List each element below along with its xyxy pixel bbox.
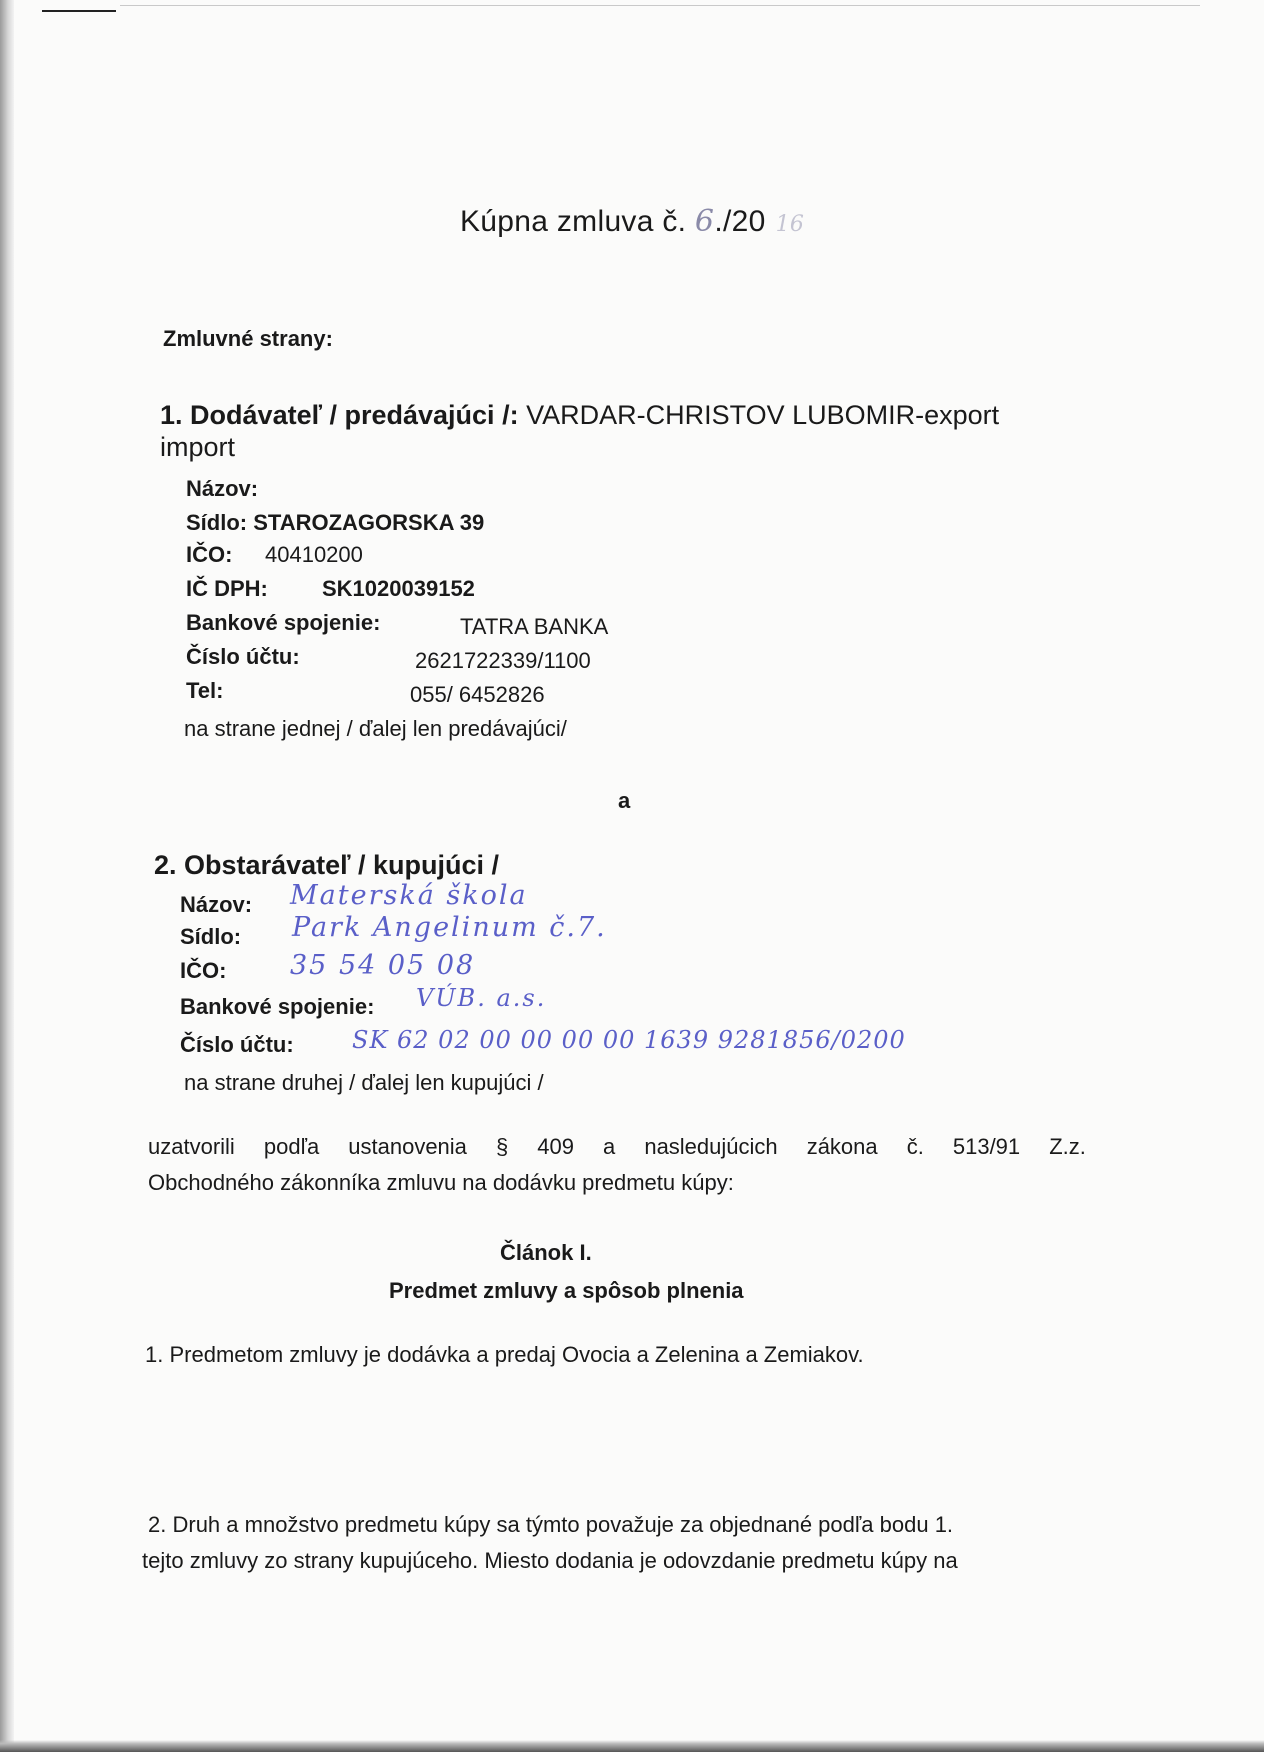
buyer-account-label: Číslo účtu:: [180, 1032, 294, 1057]
buyer-heading-number: 2.: [154, 850, 177, 880]
intro-line-2: Obchodného zákonníka zmluvu na dodávku predmetu kúpy:: [148, 1170, 734, 1195]
scan-bottom-edge: [0, 1740, 1264, 1752]
scan-edge: [0, 0, 14, 1752]
intro-word: §: [495, 1134, 509, 1159]
intro-word: ustanovenia: [348, 1134, 467, 1159]
parties-connector: a: [618, 788, 631, 813]
supplier-vat-value: SK1020039152: [322, 576, 475, 601]
point-number: 1.: [145, 1342, 164, 1367]
article-title: Článok I.: [500, 1240, 592, 1265]
intro-word: uzatvorili: [148, 1134, 235, 1159]
intro-word: č.: [906, 1134, 924, 1159]
title-slash-year: ./20: [714, 205, 766, 238]
buyer-ico-value: 35 54 05 08: [290, 950, 476, 981]
buyer-footer: na strane druhej / ďalej len kupujúci /: [184, 1070, 544, 1095]
buyer-heading-label: Obstarávateľ / kupujúci /: [184, 850, 500, 880]
scan-top-rule: [120, 5, 1200, 6]
supplier-heading-value-cont: import: [160, 432, 236, 462]
buyer-bank-value: VÚB. a.s.: [416, 984, 547, 1012]
title-text: Kúpna zmluva č.: [460, 205, 695, 238]
supplier-account-label: Číslo účtu:: [186, 644, 300, 669]
intro-word: 409: [537, 1134, 574, 1159]
buyer-name-label: Názov:: [180, 892, 253, 917]
supplier-phone-label: Tel:: [186, 678, 224, 703]
buyer-name-value: Materská škola: [290, 880, 528, 911]
scan-corner-mark: [42, 10, 116, 12]
intro-word: zákona: [806, 1134, 878, 1159]
intro-word: 513/91: [952, 1134, 1021, 1159]
parties-heading: Zmluvné strany:: [163, 326, 333, 351]
supplier-vat-label: IČ DPH:: [186, 576, 268, 601]
supplier-heading: [160, 400, 999, 431]
point-number: 2.: [148, 1512, 167, 1537]
supplier-name-label: Názov:: [186, 476, 259, 501]
buyer-account-value: SK 62 02 00 00 00 00 1639 9281856/0200: [352, 1026, 906, 1054]
supplier-bank-value: TATRA BANKA: [460, 614, 609, 639]
supplier-ico-value: 40410200: [265, 542, 363, 567]
buyer-address-label: Sídlo:: [180, 924, 242, 949]
article-subtitle: Predmet zmluvy a spôsob plnenia: [389, 1278, 744, 1303]
point-text: Predmetom zmluvy je dodávka a predaj Ovocia a Zelenina a Zemiakov.: [169, 1342, 864, 1367]
point-2: [148, 1512, 953, 1538]
intro-word: nasledujúcich: [644, 1134, 778, 1159]
title-number-handwritten: 6: [694, 204, 715, 239]
buyer-bank-label: Bankové spojenie:: [180, 994, 375, 1019]
title-year-handwritten: 16: [775, 212, 805, 237]
supplier-footer: na strane jednej / ďalej len predávajúci/: [184, 716, 567, 741]
supplier-phone-value: 055/ 6452826: [410, 682, 545, 707]
supplier-account-value: 2621722339/1100: [415, 648, 591, 673]
buyer-address-value: Park Angelinum č.7.: [292, 912, 607, 943]
supplier-heading-value: VARDAR-CHRISTOV LUBOMIR-export: [526, 400, 1000, 430]
supplier-bank-label: Bankové spojenie:: [186, 610, 381, 635]
buyer-ico-label: IČO:: [180, 958, 227, 983]
supplier-heading-number: 1.: [160, 400, 183, 430]
document-title: [460, 204, 804, 239]
intro-word: podľa: [263, 1134, 320, 1159]
intro-line-1: [148, 1134, 1086, 1160]
supplier-heading-label: Dodávateľ / predávajúci /:: [190, 400, 519, 430]
supplier-address: Sídlo: STAROZAGORSKA 39: [186, 510, 485, 535]
buyer-heading: [154, 850, 499, 881]
intro-word: a: [603, 1134, 616, 1159]
point-1: [145, 1342, 864, 1368]
point-text: Druh a množstvo predmetu kúpy sa týmto považuje za objednané podľa bodu 1.: [172, 1512, 954, 1537]
intro-word: Z.z.: [1049, 1134, 1086, 1159]
point-2-continuation: tejto zmluvy zo strany kupujúceho. Miesto dodania je odovzdanie predmetu kúpy na: [142, 1548, 958, 1573]
supplier-ico-label: IČO:: [186, 542, 233, 567]
